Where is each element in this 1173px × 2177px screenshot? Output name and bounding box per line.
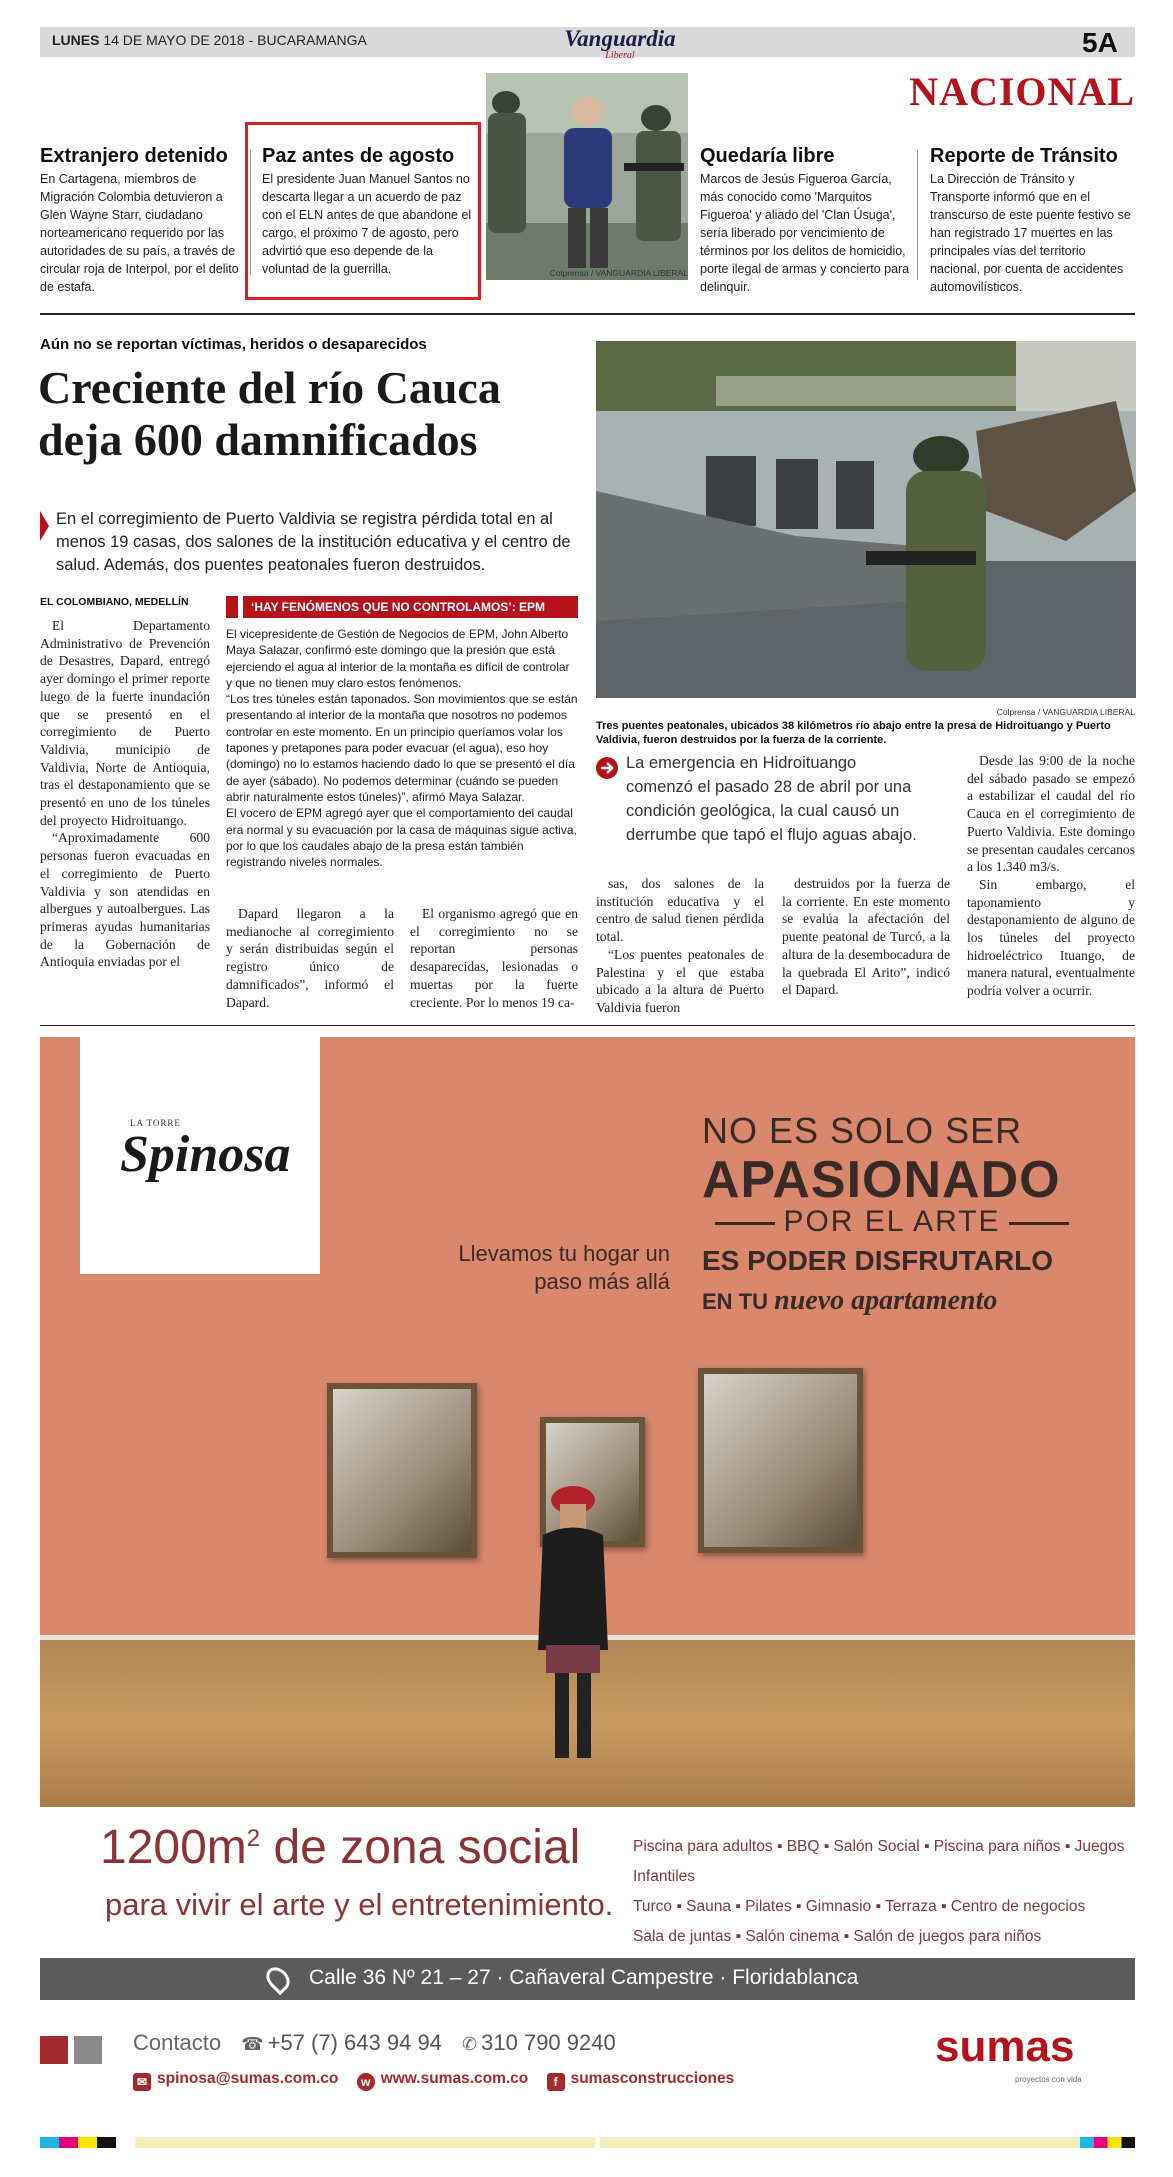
brief-paz — [262, 145, 472, 278]
paragraph: destruidos por la fuerza de la corriente. En este momento se evalúa la afectación del puente peatonal de Turcó, a la altura de la desembocadura de la quebrada El Arito”, indicó el Dapard. — [782, 876, 950, 998]
photo-credit: Colprensa / VANGUARDIA LIBERAL — [996, 707, 1135, 717]
web-icon: w — [357, 2073, 375, 2091]
arrow-icon — [596, 757, 618, 779]
newspaper-logo: Vanguardia Liberal — [564, 26, 676, 61]
brand-square — [74, 2036, 102, 2064]
brief-title: Reporte de Tránsito — [930, 145, 1118, 167]
story-column-4 — [596, 875, 764, 1017]
photo-credit: Colprensa / VANGUARDIA LIBERAL — [549, 268, 688, 278]
ad-latorre: LA TORRE — [130, 1118, 181, 1128]
story-column-1 — [40, 617, 210, 971]
header-date: LUNES 14 DE MAYO DE 2018 - BUCARAMANGA — [52, 32, 367, 48]
page-number: 5A — [1082, 27, 1118, 58]
pull-quote: La emergencia en Hidroituango comenzó el pasado 28 de abril por una condición geológica, la cual causó un derrumbe que tapó el flujo aguas abajo. — [626, 754, 917, 844]
ad-llevamos: Llevamos tu hogar un paso más allá — [458, 1241, 670, 1294]
whatsapp-icon: ✆ — [462, 2034, 478, 2054]
paragraph: El organismo agregó que en el corregimiento no se reportan personas desaparecidas, lesionadas o muertas por la fuerte creciente. Por lo menos 19 ca- — [410, 906, 578, 1010]
box-marker — [226, 596, 238, 618]
story-headline: Creciente del río Cauca deja 600 damnificados — [38, 362, 501, 465]
photo-rio-cauca — [596, 341, 1136, 698]
ad-tagline-3: POR EL ARTE — [702, 1205, 1082, 1239]
brief-body: Marcos de Jesús Figueroa García, más conocido como 'Marquitos Figueroa' y aliado del 'Clan Úsuga', sería liberado por vencimiento de términos por los delitos de homicidio, porte ilegal de armas y concierto para delinquir. — [700, 172, 910, 294]
registration-marks — [600, 2137, 1080, 2148]
paragraph: El Departamento Administrativo de Prevención de Desastres, Dapard, entregó ayer domingo el primer reporte luego de la fuerte inundación que se presentó en el corregimiento de Puerto Valdivia, municipio de Valdivia, Norte de Antioquia, tras el destaponamiento que se presentó en uno de los túneles del proyecto Hidroituango. — [40, 618, 210, 828]
facebook-icon: f — [547, 2073, 565, 2091]
registration-marks — [135, 2137, 595, 2148]
brief-body: El presidente Juan Manuel Santos no descarta llegar a un acuerdo de paz con el ELN antes de que abandone el cargo, el próximo 7 de agosto, pero advirtió que eso depende de la voluntad de la guerrilla. — [262, 172, 472, 276]
photo-santos — [486, 73, 688, 280]
ad-tagline-1: NO ES SOLO SER — [702, 1110, 1023, 1151]
ad-amenities: Piscina para adultos ▪ BBQ ▪ Salón Social ▪ Piscina para niños ▪ Juegos Infantiles Turco ▪ Sauna ▪ Pilates ▪ Gimnasio ▪ Terraza ▪ Centro de negocios Sala de juntas ▪ Salón cinema ▪ Salón de juegos para niños — [633, 1838, 1125, 1945]
sumas-logo: sumas — [935, 2022, 1075, 2071]
paragraph: “Los puentes peatonales de Palestina y el que estaba ubicado a la altura de Puerto Valdivia fueron — [596, 946, 764, 1015]
sidebar-head: ‘HAY FENÓMENOS QUE NO CONTROLAMOS’: EPM — [243, 596, 578, 618]
photo-caption: Tres puentes peatonales, ubicados 38 kilómetros río abajo entre la presa de Hidroituango y Puerto Valdivia, fueron destruidos por la fuerza de la corriente. — [596, 720, 1111, 746]
paragraph: El vocero de EPM agregó ayer que el comportamiento del caudal era normal y su evacuación por la casa de máquinas sigue activa, por lo que los caudales abajo de la presa están también registrando niveles normales. — [226, 806, 577, 870]
mail-icon: ✉ — [133, 2073, 151, 2091]
paragraph: sas, dos salones de la institución educativa y el centro de salud tienen pérdida total. — [596, 876, 764, 945]
ad-subheadline: para vivir el arte y el entretenimiento. — [105, 1887, 614, 1922]
paragraph: “Los tres túneles están taponados. Son movimientos que se están presentando al interior de la montaña que nosotros no podemos controlar en este momento. En un principio queríamos volar los tapones y pretapones para poder evacuar (el agua), eso hoy (domingo) no lo estamos haciendo dado lo que se presentó el día de ayer (sábado). No podemos determinar (cuándo se pueden abrir naturalmente estos túneles)”, afirmó Maya Salazar. — [226, 692, 578, 804]
contact-line: Contacto ☎ +57 (7) 643 94 94 ✆ 310 790 9240 — [133, 2030, 616, 2055]
paragraph: Dapard llegaron a la medianoche al corregimiento y serán distribuidas según el registro único de damnificados”, informó el Dapard. — [226, 906, 394, 1010]
paragraph: Desde las 9:00 de la noche del sábado pasado se empezó a estabilizar el caudal del río Cauca en el corregimiento de Puerto Valdivia. Este domingo se presentan caudales cercanos a los 1.340 m3/s. — [967, 753, 1135, 875]
contact-links — [133, 2070, 734, 2091]
ad-brand-logo: Spinosa — [120, 1126, 291, 1183]
email-link[interactable]: spinosa@sumas.com.co — [157, 2070, 339, 2087]
picture-frame — [327, 1383, 477, 1558]
brief-title: Quedaría libre — [700, 145, 835, 167]
paragraph: Sin embargo, el taponamiento y destaponamiento de alguno de los túneles del proyecto hidroeléctrico Ituango, de manera natural, eventualmente podría volver a ocurrir. — [967, 876, 1135, 999]
facebook-link[interactable]: sumasconstrucciones — [570, 2070, 735, 2087]
registration-marks — [1080, 2137, 1135, 2148]
ad-headline: $1200m^2$ de zona social — [100, 1821, 581, 1874]
brief-extranjero — [40, 145, 240, 296]
story-column-2 — [226, 905, 394, 1011]
address-text: Calle 36 Nº 21 – 27 · Cañaveral Campestre · Floridablanca — [309, 1966, 859, 1989]
paragraph: “Aproximadamente 600 personas fueron evacuadas en el corregimiento de Puerto Valdivia y son atendidas en albergues y autoalbergues. Las primeras ayudas humanitarias de la Gobernación de Antioquia enviadas por el — [40, 830, 210, 970]
story-column-3 — [410, 905, 578, 1011]
sidebar-body — [226, 626, 578, 870]
registration-marks — [40, 2137, 135, 2148]
brief-title: Paz antes de agosto — [262, 145, 455, 167]
section-title: NACIONAL — [909, 69, 1135, 114]
story-kicker: Aún no se reportan víctimas, heridos o desaparecidos — [40, 336, 427, 353]
woman-figure — [528, 1480, 618, 1770]
story-column-6 — [967, 752, 1135, 1000]
picture-frame — [698, 1368, 863, 1553]
story-column-5 — [782, 875, 950, 999]
web-link[interactable]: www.sumas.com.co — [380, 2070, 529, 2087]
brief-transito — [930, 145, 1135, 296]
story-byline: EL COLOMBIANO, MEDELLÍN — [40, 596, 189, 608]
ad-tagline-2: APASIONADO — [702, 1151, 1061, 1209]
section-rule — [40, 1025, 1135, 1026]
brief-title: Extranjero detenido — [40, 145, 228, 167]
story-lead: En el corregimiento de Puerto Valdivia se registra pérdida total en al menos 19 casas, dos salones de la institución educativa y el centro de salud. Además, dos puentes peatonales fueron destruidos. — [56, 510, 571, 574]
brand-square — [40, 2036, 68, 2064]
brief-body: En Cartagena, miembros de Migración Colombia detuvieron a Glen Wayne Starr, ciudadano norteamericano requerido por las autoridades de su país, a través de circular roja de Interpol, por el delito de estafa. — [40, 172, 239, 294]
brief-quedaria — [700, 145, 910, 296]
paragraph: El vicepresidente de Gestión de Negocios de EPM, John Alberto Maya Salazar, confirmó este domingo que la presión que está ejerciendo el agua al interior de la montaña es difícil de controlar y que no tienen muy claro estos fenómenos. — [226, 627, 570, 690]
divider — [917, 150, 918, 280]
sumas-tagline: proyectos con vida — [1015, 2075, 1082, 2084]
ad-tagline-5: EN TU nuevo apartamento — [702, 1285, 998, 1316]
phone-icon: ☎ — [241, 2034, 264, 2054]
section-rule — [40, 313, 1135, 315]
brief-body: La Dirección de Tránsito y Transporte informó que en el transcurso de este puente festivo se han registrado 17 muertes en las principales vías del territorio nacional, por cuenta de accidentes automovilísticos. — [930, 172, 1131, 294]
ad-tagline-4: ES PODER DISFRUTARLO — [702, 1245, 1054, 1276]
